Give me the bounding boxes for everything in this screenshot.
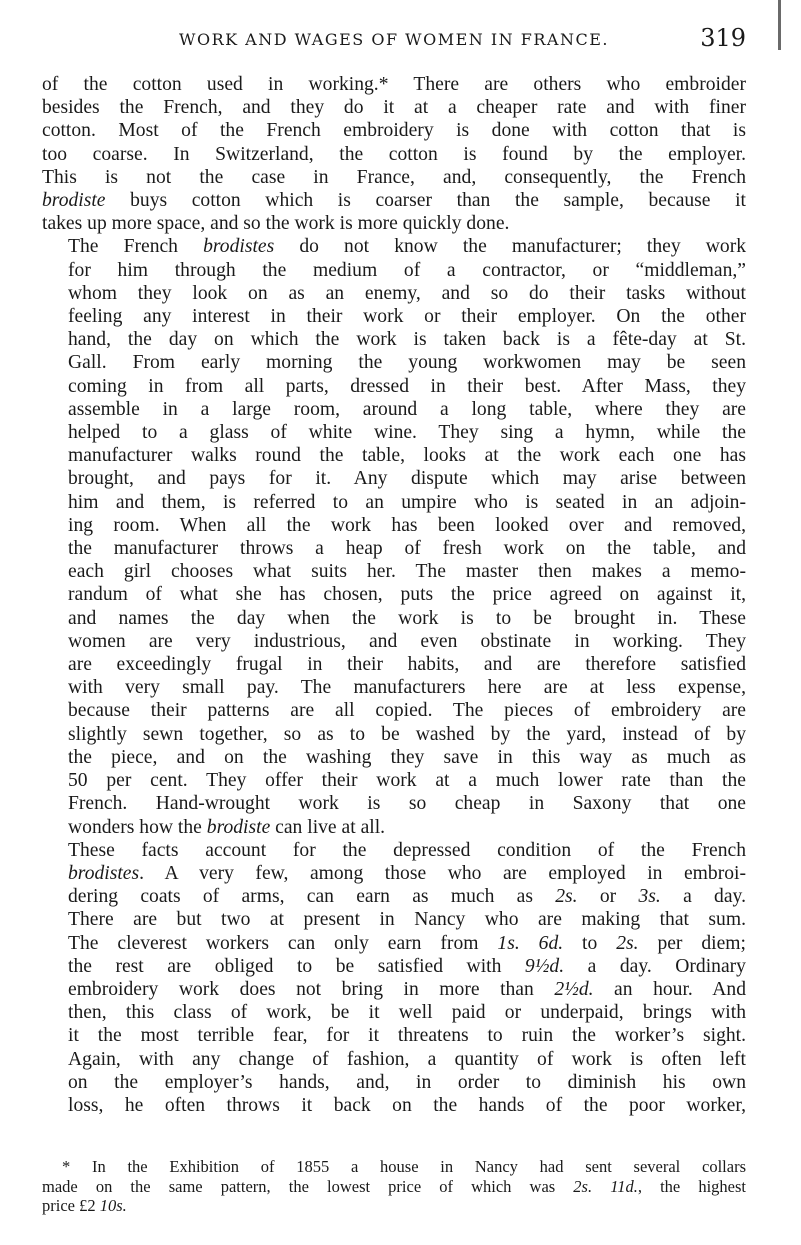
text-line: with very small pay. The manufacturers here are at less expense, (68, 677, 746, 699)
footnote (42, 1157, 746, 1216)
text-line: takes up more space, and so the work is more quickly done. (42, 213, 510, 235)
text-line: There are but two at present in Nancy who are making that sum. (68, 909, 746, 931)
running-header (42, 22, 746, 54)
text-line: Again, with any change of fashion, a quantity of work is often left (68, 1048, 746, 1070)
text-line: because their patterns are all copied. The pieces of embroidery are (68, 700, 746, 722)
text-line: the rest are obliged to be satisfied with 9½d. a day. Ordinary (68, 955, 746, 977)
page-number: 319 (700, 24, 746, 52)
text-line: wonders how the brodiste can live at all. (68, 816, 386, 838)
text-line: then, this class of work, be it well paid or underpaid, brings with (68, 1002, 746, 1024)
text-line: embroidery work does not bring in more than 2½d. an hour. And (68, 978, 746, 1000)
text-line: loss, he often throws it back on the hands of the poor worker, (68, 1094, 746, 1116)
footnote-line: price £2 10s. (42, 1196, 127, 1215)
text-line: coming in from all parts, dressed in their best. After Mass, they (68, 375, 746, 397)
text-line: the manufacturer throws a heap of fresh work on the table, and (68, 538, 746, 560)
text-line: whom they look on as an enemy, and so do their tasks without (68, 282, 746, 304)
text-line: for him through the medium of a contractor, or “middleman,” (68, 259, 746, 281)
text-line: The cleverest workers can only earn from 1s. 6d. to 2s. per diem; (68, 932, 746, 954)
paragraph-3 (42, 839, 746, 1117)
text-line: and names the day when the work is to be brought in. These (68, 607, 746, 629)
text-line: too coarse. In Switzerland, the cotton is found by the employer. (42, 143, 746, 165)
text-line: hand, the day on which the work is taken back is a fête-day at St. (68, 329, 746, 351)
body-text (42, 73, 746, 1117)
text-line: each girl chooses what suits her. The master then makes a memo- (68, 561, 746, 583)
text-line: 50 per cent. They offer their work at a much lower rate than the (68, 770, 746, 792)
text-line: besides the French, and they do it at a cheaper rate and with finer (42, 97, 746, 119)
text-line: it the most terrible fear, for it threatens to ruin the worker’s sight. (68, 1025, 746, 1047)
paragraph-1 (42, 73, 746, 235)
text-line: Gall. From early morning the young workwomen may be seen (68, 352, 746, 374)
text-line: randum of what she has chosen, puts the price agreed on against it, (68, 584, 746, 606)
text-line: ing room. When all the work has been looked over and removed, (68, 514, 746, 536)
text-line: of the cotton used in working.* There are others who embroider (42, 74, 746, 95)
paragraph-2 (42, 235, 746, 838)
footnote-line: * In the Exhibition of 1855 a house in Nancy had sent several collars (62, 1157, 746, 1176)
text-line: him and them, is referred to an umpire who is seated in an adjoin- (68, 491, 746, 513)
text-line: feeling any interest in their work or their employer. On the other (68, 306, 746, 328)
page-edge-rule (778, 0, 781, 50)
text-line: These facts account for the depressed condition of the French (68, 839, 746, 861)
text-line: brodiste buys cotton which is coarser than the sample, because it (42, 190, 746, 212)
text-line: The French brodistes do not know the manufacturer; they work (68, 236, 747, 258)
footnote-line: made on the same pattern, the lowest price of which was 2s. 11d., the highest (42, 1176, 747, 1196)
text-line: manufacturer walks round the table, looks at the work each one has (68, 445, 746, 467)
text-line: cotton. Most of the French embroidery is done with cotton that is (42, 120, 746, 142)
text-line: This is not the case in France, and, consequently, the French (42, 166, 746, 188)
text-line: women are very industrious, and even obstinate in working. They (68, 630, 746, 652)
text-line: brought, and pays for it. Any dispute which may arise between (68, 468, 746, 490)
text-line: assemble in a large room, around a long table, where they are (68, 398, 746, 420)
text-line: dering coats of arms, can earn as much as 2s. or 3s. a day. (68, 886, 746, 908)
text-line: slightly sewn together, so as to be washed by the yard, instead of by (68, 723, 746, 745)
text-line: the piece, and on the washing they save in this way as much as (68, 746, 746, 768)
text-line: French. Hand-wrought work is so cheap in Saxony that one (68, 793, 746, 815)
text-line: are exceedingly frugal in their habits, and are therefore satisfied (68, 654, 746, 676)
running-title: WORK AND WAGES OF WOMEN IN FRANCE. (179, 30, 609, 49)
text-line: brodistes. A very few, among those who are employed in embroi- (68, 862, 746, 884)
text-line: helped to a glass of white wine. They sing a hymn, while the (68, 422, 746, 444)
text-line: on the employer’s hands, and, in order to diminish his own (68, 1071, 746, 1093)
